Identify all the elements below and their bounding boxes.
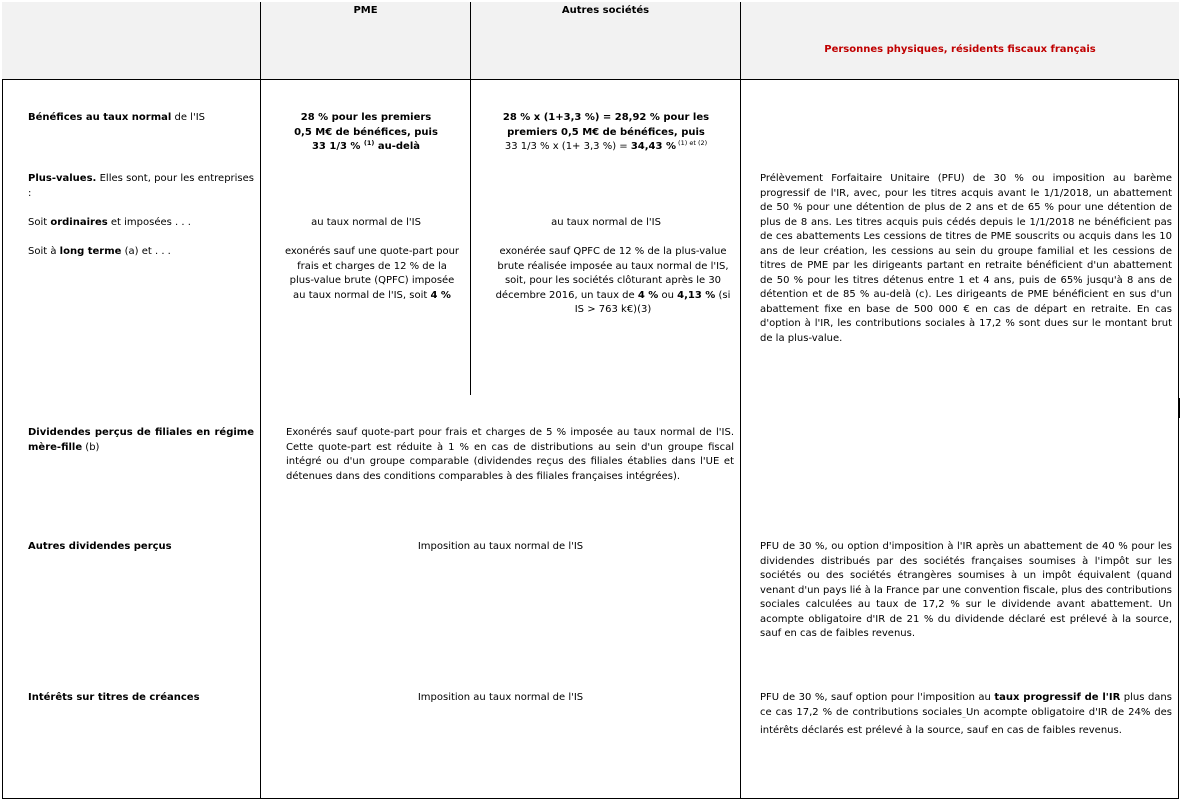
plus-values-ordinaires-autres: au taux normal de l'IS <box>551 217 661 228</box>
autres-dividendes-personnes: PFU de 30 %, ou option d'imposition à l'IR après un abattement de 40 % pour les dividendes distribués par des sociétés françaises soumises à l'impôt sur les sociétés ou des sociétés étrangères soumises à un impôt équivalent (quand venant d'un pays lié à la France par une convention fiscale, plus des contributions sociales calculées au taux de 17,2 % sur le dividende avant abattement. Un acompte obligatoire d'IR de 21 % du dividende déclaré est prélevé à la source, sauf en cas de faibles revenus. <box>760 541 1172 639</box>
plus-values-ordinaires-pme: au taux normal de l'IS <box>311 217 421 228</box>
interets-societes: Imposition au taux normal de l'IS <box>417 692 584 703</box>
header-autres-societes: Autres sociétés <box>561 5 650 16</box>
header-personnes-physiques: Personnes physiques, résidents fiscaux français <box>824 44 1096 55</box>
benefices-pme: 28 % pour les premiers 0,5 M€ de bénéfices, puis 33 1/3 % $^{(1)}$ au-delà <box>294 112 438 152</box>
plus-values-personnes: Prélèvement Forfaitaire Unitaire (PFU) de 30 % ou imposition au barème progressif de l'IR, avec, pour les titres acquis avant le 1/1/2018, un abattement de 50 % pour une détention de plus de 2 ans et de 65 % pour une détention de plus de 8 ans. Les titres acquis puis cédés depuis le 1/1/2018 ne bénéficient pas de ces abattements Les cessions de titres de PME souscrits ou acquis dans les 10 ans de leur création, les cessions au sein du groupe familial et les cessions de titres de PME par les dirigeants partant en retraite bénéficient d'un abattement de 50 % pour les titres détenus entre 1 et 4 ans, puis de 65% jusqu'à 8 ans de détention et de 85 % au-delà (c). Les dirigeants de PME bénéficient en sus d'un abattement fixe en base de 500 000 € en cas de départ en retraite. En cas d'option à l'IR, les contributions sociales à 17,2 % sont dues sur le montant brut de la plus-value. <box>760 173 1172 344</box>
row-label-plus-values: Plus-values. Elles sont, pour les entreprises : <box>28 173 254 199</box>
header-pme: PME <box>353 5 378 16</box>
row-label-ordinaires: Soit ordinaires et imposées . . . <box>28 217 191 228</box>
dividendes-filiales-societes: Exonérés sauf quote-part pour frais et charges de 5 % imposée au taux normal de l'IS. Cette quote-part est réduite à 1 % en cas de distributions au sein d'un groupe fiscal intégré ou d'un groupe comparable (dividendes reçus des filiales établies dans l'UE et détenues dans des conditions comparables à des filiales françaises intégrées). <box>286 427 734 482</box>
benefices-autres: 28 % x (1+3,3 %) = 28,92 % pour les premiers 0,5 M€ de bénéfices, puis 33 1/3 % x (1+ 3,3 %) = 34,43 % $^{(1) et (2)}$ <box>502 112 710 152</box>
interets-personnes: PFU de 30 %, sauf option pour l'imposition au taux progressif de l'IR plus dans ce cas 17,2 % de contributions sociales$_{..}$Un acompte obligatoire d'IR de 24% des intérêts déclarés est prélevé à la source, sauf en cas de faibles revenus. <box>760 692 1172 736</box>
col-divider-1 <box>260 2 261 799</box>
text-cursor <box>1178 398 1180 418</box>
col-divider-2b <box>470 80 471 395</box>
plus-values-long-terme-pme: exonérés sauf une quote-part pour frais et charges de 12 % de la plus-value brute (QPFC) imposée au taux normal de l'IS, soit 4 % <box>284 246 460 301</box>
plus-values-long-terme-autres: exonérée sauf QPFC de 12 % de la plus-value brute réalisée imposée au taux normal de l'IS, soit, pour les sociétés clôturant après le 30 décembre 2016, un taux de 4 % ou 4,13 % (si IS > 763 k€)(3) <box>495 246 731 315</box>
row-label-interets: Intérêts sur titres de créances <box>28 692 200 703</box>
row-label-benefices: Bénéfices au taux normal de l'IS <box>28 112 205 123</box>
row-label-autres-dividendes: Autres dividendes perçus <box>28 541 172 552</box>
row-label-long-terme: Soit à long terme (a) et . . . <box>28 246 171 257</box>
row-label-dividendes-filiales: Dividendes perçus de filiales en régime mère-fille (b) <box>28 427 254 453</box>
autres-dividendes-societes: Imposition au taux normal de l'IS <box>417 541 584 552</box>
col-divider-3 <box>740 2 741 799</box>
